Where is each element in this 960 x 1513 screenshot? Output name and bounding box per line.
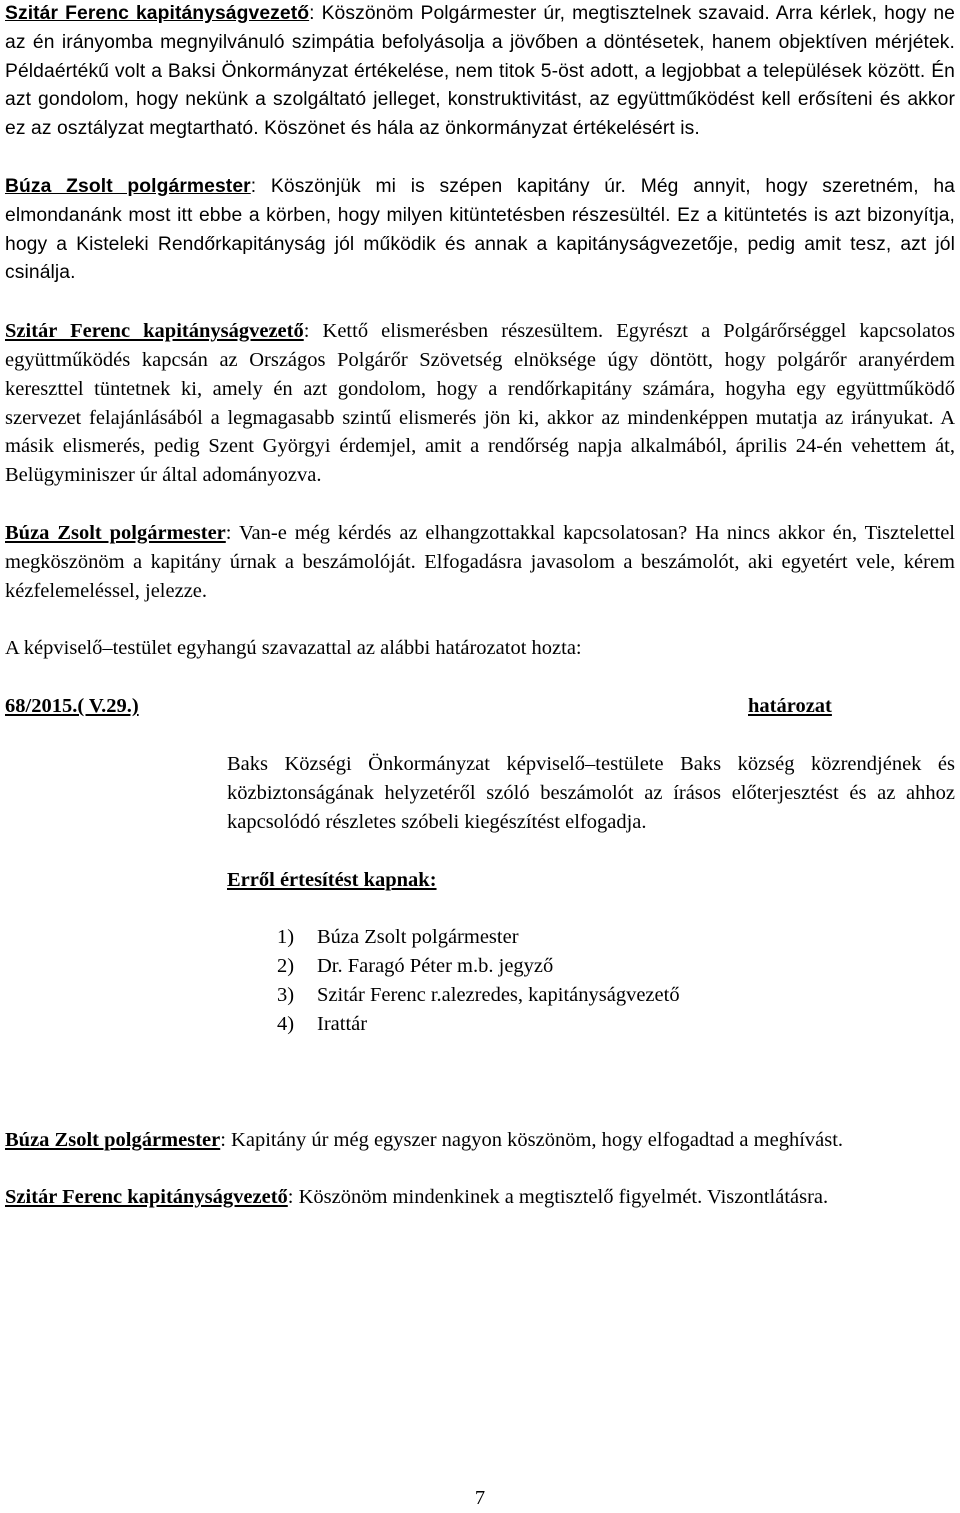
- paragraph-1: [5, 0, 955, 144]
- list-item: [277, 1010, 955, 1039]
- speaker-name: Búza Zsolt polgármester: [5, 1128, 221, 1151]
- resolution-number: 68/2015.( V.29.): [5, 695, 139, 718]
- paragraph-5: [5, 1126, 955, 1155]
- recipient-name: Irattár: [317, 1012, 368, 1035]
- list-item: [277, 981, 955, 1010]
- paragraph-text: : Köszönjük mi is szépen kapitány úr. Még annyit, hogy szeretném, ha elmondanánk most itt ebbe a körben, hogy milyen kitüntetésben részesültél. Ez a kitüntetés is azt bizonyítja, hogy a Kisteleki Rendőrkapitányság jól működik és annak a kapitányságvezetője, pedig amit tesz, azt jól csinálja.: [5, 175, 955, 284]
- recipient-name: Búza Zsolt polgármester: [317, 926, 519, 949]
- speaker-name: Szitár Ferenc kapitányságvezető: [5, 1186, 288, 1209]
- vote-statement: A képviselő–testület egyhangú szavazattal az alábbi határozatot hozta:: [5, 637, 582, 660]
- paragraph-text: : Köszönöm Polgármester úr, megtisztelnek szavaid. Arra kérlek, hogy ne az én irányomba megnyilvánuló szimpátia befolyásolja a jövőben a döntésetek, hanem objektíven mérjétek. Példaértékű volt a Baksi Önkormányzat értékelése, nem titok 5-öst adott, a legjobbat a települések között. Én azt gondolom, hogy nekünk a szolgáltató jelleget, konstruktivitást, az együttműködést kell erősíteni és akkor ez az osztályzat megtartható. Köszönet és hála az önkormányzat értékelésért is.: [5, 3, 955, 140]
- document-page: [5, 0, 955, 1509]
- list-item: [277, 923, 955, 952]
- paragraph-4: [5, 519, 955, 605]
- speaker-name: Szitár Ferenc kapitányságvezető: [5, 320, 304, 343]
- paragraph-text: : Kettő elismerésben részesültem. Egyrészt a Polgárőrséggel kapcsolatos együttműködés kapcsán az Országos Polgárőr Szövetség elnöksége úgy döntött, hogy polgárőr aranyérdem kereszttel tüntetnek ki, amely én azt gondolom, hogy a rendőrkapitány számára, hogyha egy együttműködő szervezet felajánlásából a legmagasabb szintű elismerés jön ki, akkor az mindenképpen mutatja az irányukat. A másik elismerés, pedig Szent Györgyi érdemjel, amit a rendőrség napja alkalmából, április 24-én vehettem át, Belügyminiszer úr által adományozva.: [5, 320, 956, 487]
- resolution-label: határozat: [748, 695, 832, 718]
- recipient-name: Dr. Faragó Péter m.b. jegyző: [317, 955, 554, 978]
- recipient-list: [277, 923, 955, 1038]
- notify-heading: Erről értesítést kapnak:: [227, 868, 437, 891]
- paragraph-6: [5, 1183, 955, 1212]
- paragraph-text: : Köszönöm mindenkinek a megtisztelő figyelmét. Viszontlátásra.: [287, 1186, 829, 1209]
- recipient-name: Szitár Ferenc r.alezredes, kapitányságvezető: [317, 983, 680, 1006]
- speaker-name: Búza Zsolt polgármester: [5, 521, 226, 544]
- resolution-header: [5, 692, 955, 721]
- speaker-name: Búza Zsolt polgármester: [5, 175, 251, 197]
- paragraph-text: : Van-e még kérdés az elhangzottakkal kapcsolatosan? Ha nincs akkor én, Tisztelettel megköszönöm a kapitány úrnak a beszámolóját. Elfogadásra javasolom a beszámolót, aki egyetért vele, kérem kézfelemeléssel, jelezze.: [5, 521, 955, 602]
- resolution-body: Baks Községi Önkormányzat képviselő–testülete Baks község közrendjének és közbiztonságának helyzetéről szóló beszámolót az írásos előterjesztést és az ahhoz kapcsolódó részletes szóbeli kiegészítést elfogadja.: [227, 753, 955, 833]
- paragraph-3: [5, 317, 955, 490]
- list-number: 2): [277, 955, 295, 978]
- speaker-name: Szitár Ferenc kapitányságvezető: [5, 3, 310, 24]
- paragraph-text: : Kapitány úr még egyszer nagyon köszönöm, hogy elfogadtad a meghívást.: [220, 1128, 844, 1151]
- list-number: 3): [277, 983, 295, 1006]
- list-number: 1): [277, 926, 295, 949]
- page-number: 7: [474, 1487, 486, 1509]
- list-item: [277, 952, 955, 981]
- paragraph-2: [5, 173, 955, 288]
- list-number: 4): [277, 1012, 295, 1035]
